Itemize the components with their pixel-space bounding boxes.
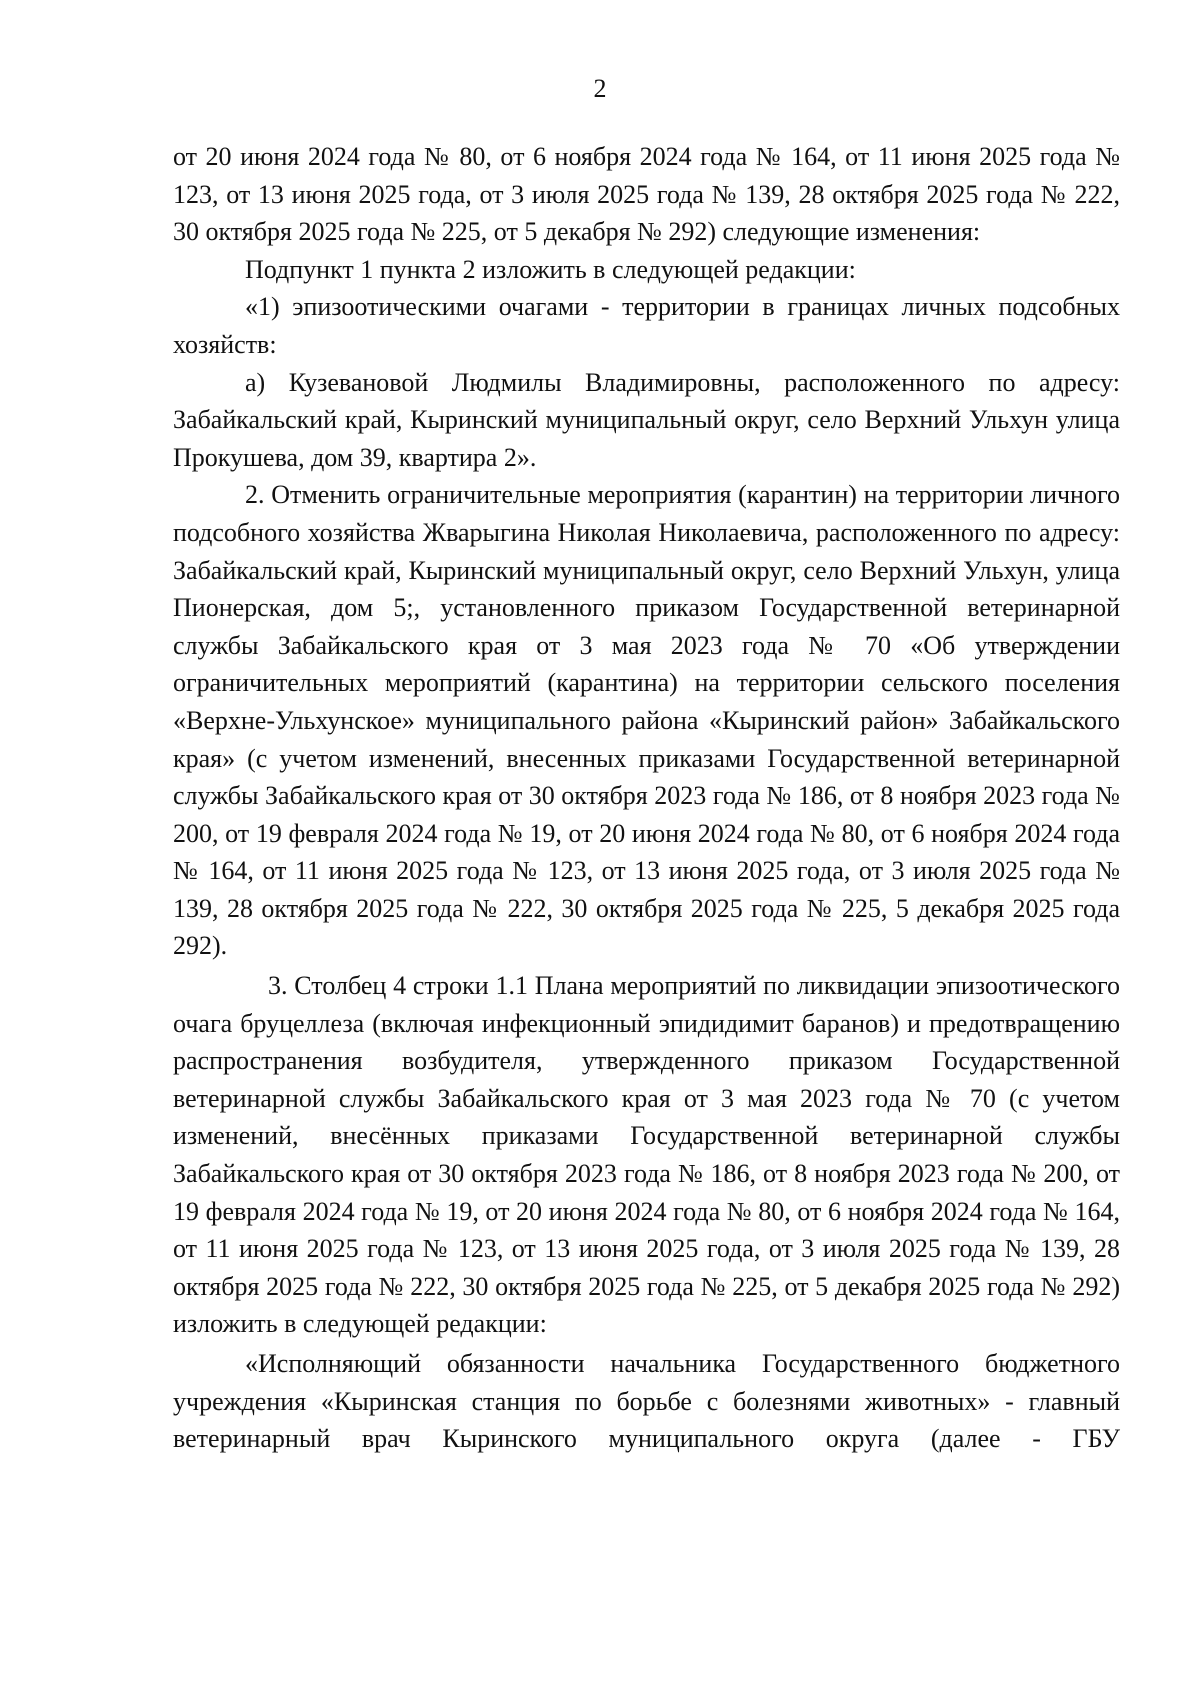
paragraph-epizootic-foci: «1) эпизоотическими очагами - территории в границах личных подсобных хозяйств:	[173, 292, 1120, 359]
document-body	[173, 138, 1120, 1458]
paragraph-subpoint-intro: Подпункт 1 пункта 2 изложить в следующей редакции:	[245, 254, 856, 284]
paragraph-amendment-list: от 20 июня 2024 года № 80, от 6 ноября 2024 года № 164, от 11 июня 2025 года № 123, от 13 июня 2025 года, от 3 июля 2025 года № 139, 28 октября 2025 года № 222, 30 октября 2025 года № 225, от 5 декабря № 292) следующие изменения:	[173, 142, 1120, 247]
page-number: 2	[593, 74, 607, 103]
paragraph-item-2: 2. Отменить ограничительные мероприятия (карантин) на территории личного подсобного хозяйства Жварыгина Николая Николаевича, расположенного по адресу: Забайкальский край, Кыринский муниципальный округ, село Верхний Ульхун, улица Пионерская, дом 5;, установленного приказом Государственной ветеринарной службы Забайкальского края от 3 мая 2023 года № 70 «Об утверждении ограничительных мероприятий (карантина) на территории сельского поселения «Верхне-Ульхунское» муниципального района «Кыринский район» Забайкальского края» (с учетом изменений, внесенных приказами Государственной ветеринарной службы Забайкальского края от 30 октября 2023 года № 186, от 8 ноября 2023 года № 200, от 19 февраля 2024 года № 19, от 20 июня 2024 года № 80, от 6 ноября 2024 года № 164, от 11 июня 2025 года № 123, от 13 июня 2025 года, от 3 июля 2025 года № 139, 28 октября 2025 года № 222, 30 октября 2025 года № 225, 5 декабря 2025 года 292).	[173, 480, 1120, 961]
paragraph-item-3: 3. Столбец 4 строки 1.1 Плана мероприятий по ликвидации эпизоотического очага бруцеллеза (включая инфекционный эпидидимит баранов) и предотвращению распространения возбудителя, утвержденного приказом Государственной ветеринарной службы Забайкальского края от 3 мая 2023 года № 70 (с учетом изменений, внесённых приказами Государственной ветеринарной службы Забайкальского края от 30 октября 2023 года № 186, от 8 ноября 2023 года № 200, от 19 февраля 2024 года № 19, от 20 июня 2024 года № 80, от 6 ноября 2024 года № 164, от 11 июня 2025 года № 123, от 13 июня 2025 года, от 3 июля 2025 года № 139, 28 октября 2025 года № 222, 30 октября 2025 года № 225, от 5 декабря 2025 года № 292) изложить в следующей редакции:	[173, 971, 1120, 1339]
paragraph-household-a: а) Кузевановой Людмилы Владимировны, расположенного по адресу: Забайкальский край, Кыринский муниципальный округ, село Верхний Ульхун улица Прокушева, дом 39, квартира 2».	[173, 367, 1120, 472]
paragraph-acting-head: «Исполняющий обязанности начальника Государственного бюджетного учреждения «Кыринская станция по борьбе с болезнями животных» - главный ветеринарный врач Кыринского муниципального округа (далее - ГБУ	[173, 1349, 1120, 1454]
